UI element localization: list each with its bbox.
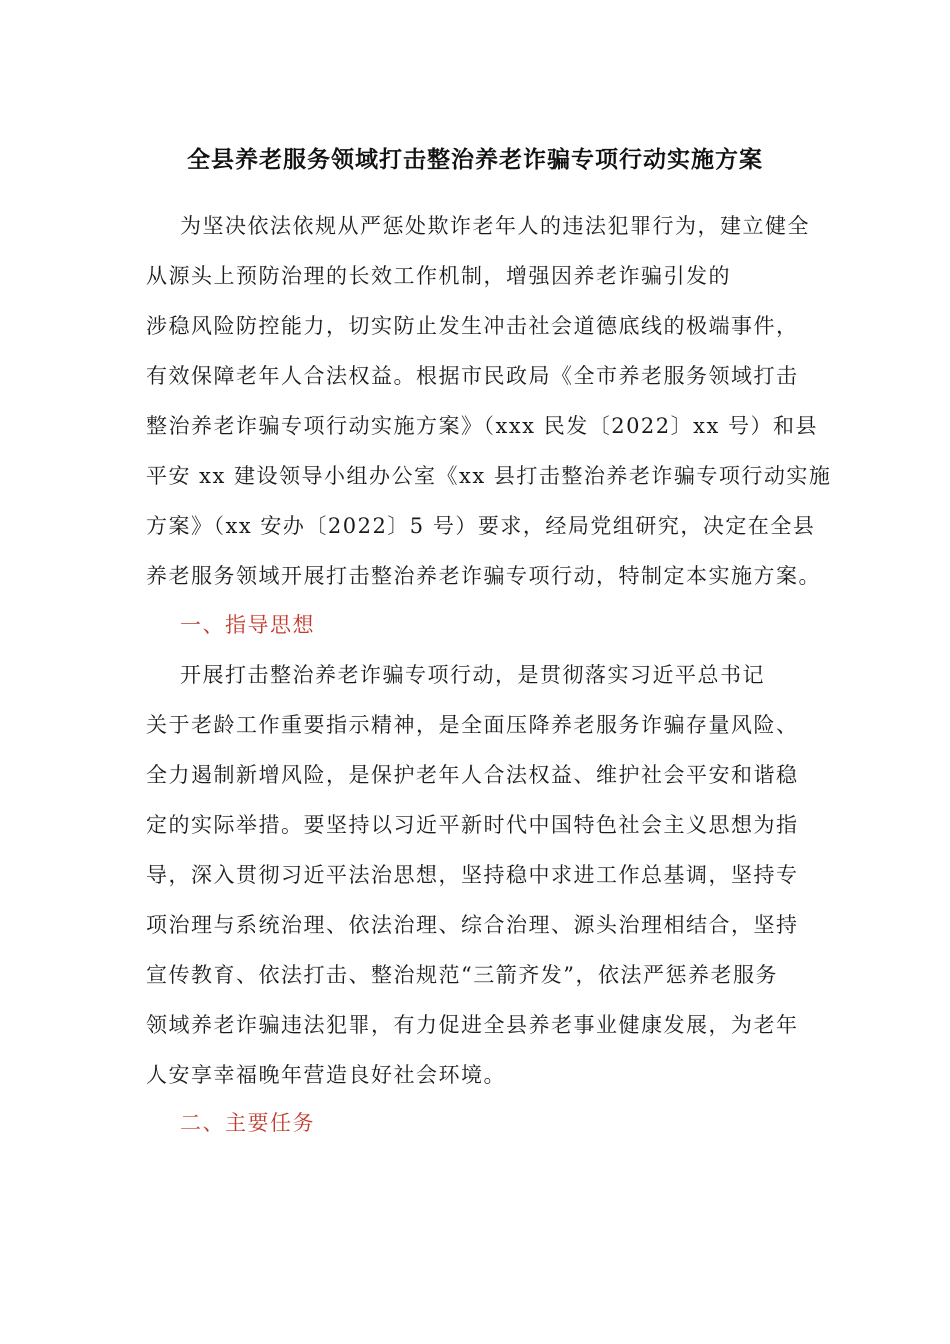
section1-line-1: 开展打击整治养老诈骗专项行动，是贯彻落实习近平总书记 (180, 663, 765, 687)
document-title: 全县养老服务领域打击整治养老诈骗专项行动实施方案 (187, 146, 763, 173)
section-heading-main-tasks: 二、主要任务 (180, 1111, 315, 1135)
intro-line-3: 涉稳风险防控能力，切实防止发生冲击社会道德底线的极端事件， (146, 314, 799, 338)
intro-line-7: 方案》（xx 安办〔2022〕5 号）要求，经局党组研究，决定在全县 (146, 514, 816, 538)
section1-line-4: 定的实际举措。要坚持以习近平新时代中国特色社会主义思想为指 (146, 813, 799, 837)
intro-line-6: 平安 xx 建设领导小组办公室《xx 县打击整治养老诈骗专项行动实施 (146, 464, 832, 488)
intro-line-8: 养老服务领域开展打击整治养老诈骗专项行动，特制定本实施方案。 (146, 564, 821, 588)
intro-line-5: 整治养老诈骗专项行动实施方案》（xxx 民发〔2022〕xx 号）和县 (146, 414, 819, 438)
section1-line-5: 导，深入贯彻习近平法治思想，坚持稳中求进工作总基调，坚持专 (146, 863, 799, 887)
intro-line-4: 有效保障老年人合法权益。根据市民政局《全市养老服务领域打击 (146, 364, 799, 388)
section-heading-guiding-ideology: 一、指导思想 (180, 613, 315, 637)
intro-line-2: 从源头上预防治理的长效工作机制，增强因养老诈骗引发的 (146, 264, 731, 288)
section1-line-7: 宣传教育、依法打击、整治规范“三箭齐发”，依法严惩养老服务 (146, 963, 778, 987)
section1-line-2: 关于老龄工作重要指示精神，是全面压降养老服务诈骗存量风险、 (146, 713, 799, 737)
section1-line-8: 领域养老诈骗违法犯罪，有力促进全县养老事业健康发展，为老年 (146, 1013, 799, 1037)
section1-line-9: 人安享幸福晚年营造良好社会环境。 (146, 1063, 506, 1087)
section1-line-6: 项治理与系统治理、依法治理、综合治理、源头治理相结合，坚持 (146, 913, 799, 937)
intro-line-1: 为坚决依法依规从严惩处欺诈老年人的违法犯罪行为，建立健全 (180, 214, 810, 238)
section1-line-3: 全力遏制新增风险，是保护老年人合法权益、维护社会平安和谐稳 (146, 763, 799, 787)
